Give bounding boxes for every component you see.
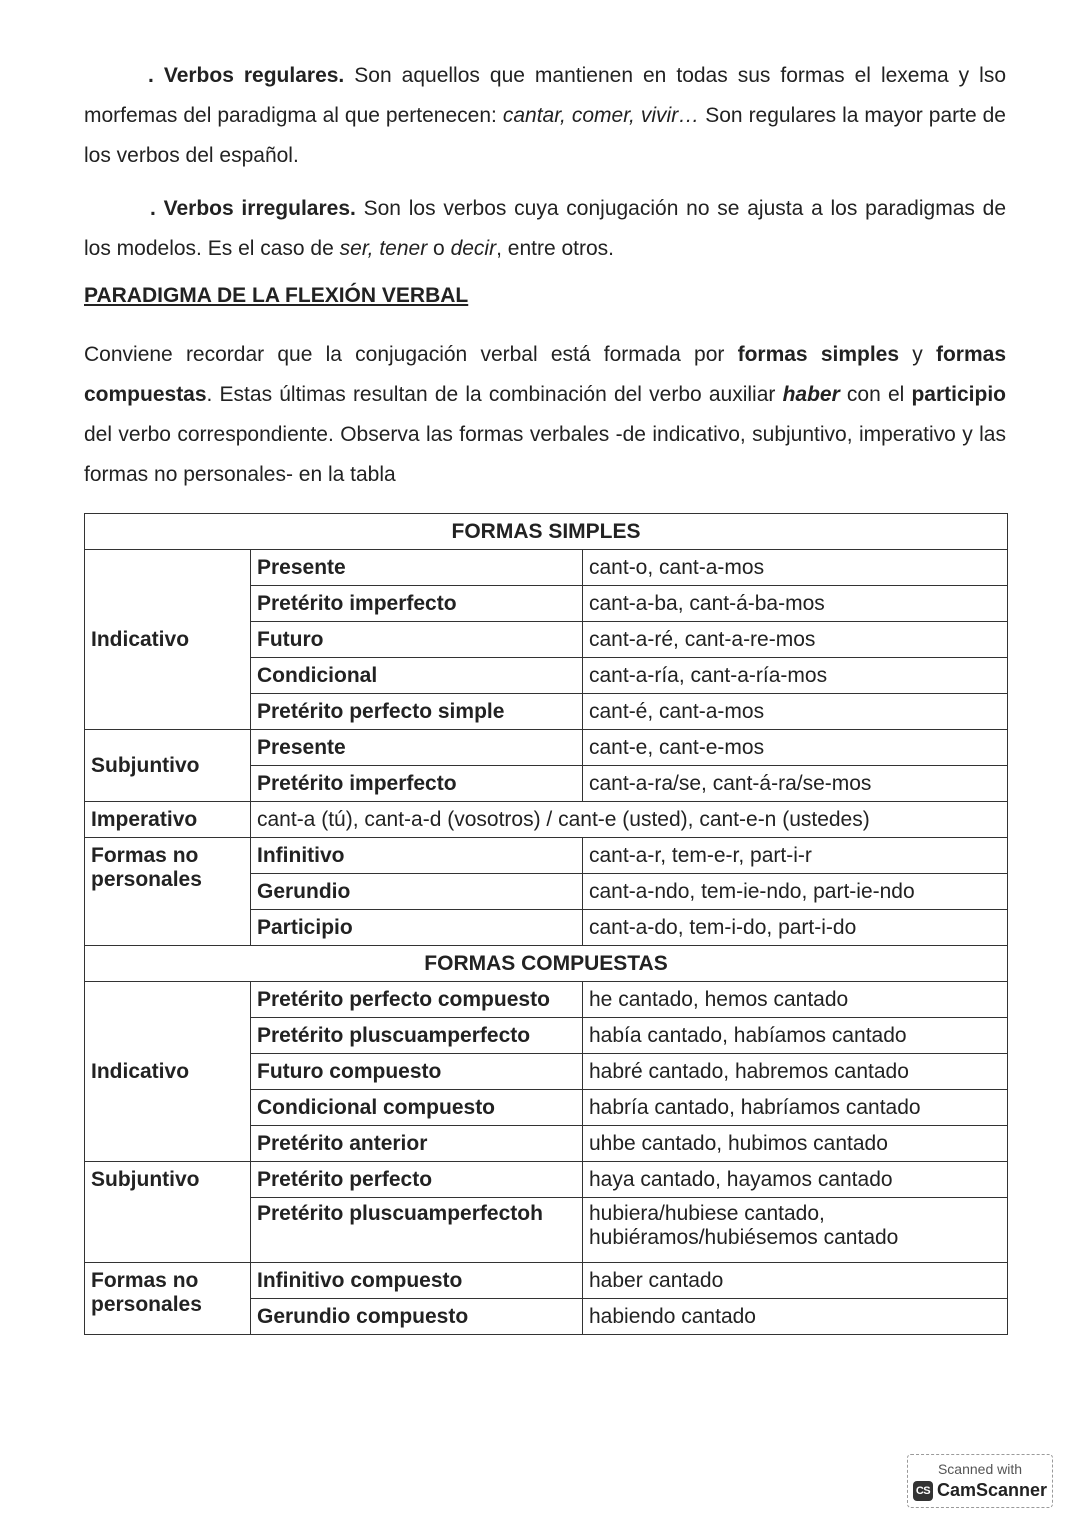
table-row: Subjuntivo Pretérito perfecto haya cantado, hayamos cantado	[85, 1162, 1008, 1198]
table-row: Pretérito imperfecto cant-a-ba, cant-á-ba-mos	[85, 586, 1008, 622]
mood-label: Indicativo	[85, 982, 251, 1162]
verb-paradigm-table	[84, 513, 1008, 1335]
table-row: Condicional compuesto habría cantado, habríamos cantado	[85, 1090, 1008, 1126]
table-row: Pretérito pluscuamperfectoh hubiera/hubiese cantado, hubiéramos/hubiésemos cantado	[85, 1198, 1008, 1263]
table-row: Pretérito anterior uhbe cantado, hubimos cantado	[85, 1126, 1008, 1162]
table-row: Formas no personales Infinitivo compuesto haber cantado	[85, 1263, 1008, 1299]
paragraph-intro: Conviene recordar que la conjugación verbal está formada por formas simples y formas compuestas. Estas últimas resultan de la combinación del verbo auxiliar haber con el participio del verbo correspondiente. Observa las formas verbales -de indicativo, subjuntivo, imperativo y las formas no personales- en la tabla	[84, 343, 1006, 486]
paragraph-verbos-irregulares: . Verbos irregulares. Son los verbos cuya conjugación no se ajusta a los paradigmas de los modelos. Es el caso de ser, tener o decir, entre otros.	[84, 197, 1007, 260]
camscanner-name: CamScanner	[936, 1480, 1048, 1500]
table-row: Participio cant-a-do, tem-i-do, part-i-do	[85, 910, 1008, 946]
table-row: Pretérito imperfecto cant-a-ra/se, cant-á-ra/se-mos	[85, 766, 1008, 802]
scanned-with-label: Scanned with	[937, 1461, 1023, 1477]
table-row: Gerundio compuesto habiendo cantado	[85, 1299, 1008, 1335]
camscanner-logo-icon: CS	[913, 1481, 933, 1501]
table-section-header: FORMAS SIMPLES	[85, 514, 1008, 550]
term-verbos-regulares: Verbos regulares.	[163, 64, 345, 87]
table-row: Gerundio cant-a-ndo, tem-ie-ndo, part-ie-ndo	[85, 874, 1008, 910]
table-row: Indicativo Pretérito perfecto compuesto he cantado, hemos cantado	[85, 982, 1008, 1018]
mood-label: Subjuntivo	[85, 730, 251, 802]
table-row: Imperativo cant-a (tú), cant-a-d (vosotros) / cant-e (usted), cant-e-n (ustedes)	[85, 802, 1008, 838]
table-row: Indicativo Presente cant-o, cant-a-mos	[85, 550, 1008, 586]
table-row: Futuro cant-a-ré, cant-a-re-mos	[85, 622, 1008, 658]
table-row: Pretérito perfecto simple cant-é, cant-a-mos	[85, 694, 1008, 730]
camscanner-badge	[907, 1454, 1053, 1508]
term-verbos-irregulares: Verbos irregulares.	[163, 197, 356, 220]
mood-label: Subjuntivo	[85, 1162, 251, 1263]
paragraph-verbos-regulares: . Verbos regulares. Son aquellos que mantienen en todas sus formas el lexema y lso morfemas del paradigma al que pertenecen: cantar, comer, vivir… Son regulares la mayor parte de los verbos del español.	[84, 64, 1007, 167]
mood-label: Formas no personales	[85, 838, 251, 946]
table-row: Subjuntivo Presente cant-e, cant-e-mos	[85, 730, 1008, 766]
mood-label: Imperativo	[85, 802, 251, 838]
section-heading: PARADIGMA DE LA FLEXIÓN VERBAL	[84, 284, 469, 307]
mood-label: Formas no personales	[85, 1263, 251, 1335]
table-row: Condicional cant-a-ría, cant-a-ría-mos	[85, 658, 1008, 694]
table-row: Futuro compuesto habré cantado, habremos cantado	[85, 1054, 1008, 1090]
mood-label: Indicativo	[85, 550, 251, 730]
table-row: Formas no personales Infinitivo cant-a-r, tem-e-r, part-i-r	[85, 838, 1008, 874]
table-section-header: FORMAS COMPUESTAS	[85, 946, 1008, 982]
examples-regulares: cantar, comer, vivir…	[502, 104, 700, 127]
table-row: Pretérito pluscuamperfecto había cantado, habíamos cantado	[85, 1018, 1008, 1054]
